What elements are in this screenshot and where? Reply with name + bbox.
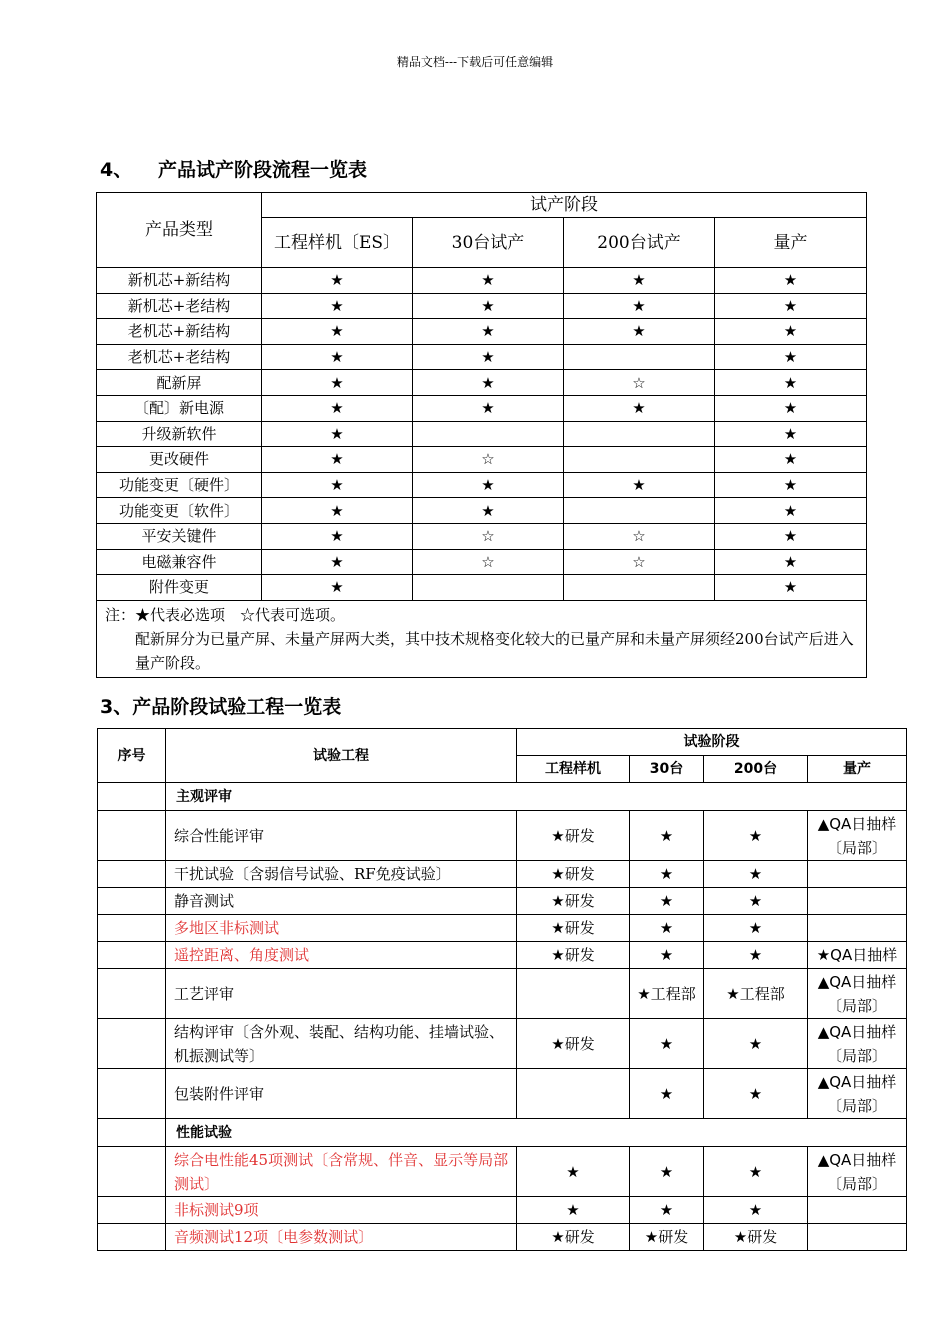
col-group-test-stage: 试验阶段 [517, 729, 907, 756]
no-cell [98, 783, 166, 811]
stage-cell: ★ [630, 915, 704, 942]
stage-cell: ★ [564, 395, 715, 421]
stage-cell: ★ [704, 1069, 808, 1119]
table-row [98, 861, 907, 888]
no-cell [98, 1197, 166, 1224]
stage-cell [564, 344, 715, 370]
stage-cell: ★ [704, 1147, 808, 1197]
stage-cell: ★研发 [517, 942, 630, 969]
col-30: 30台 [630, 756, 704, 783]
stage-cell: ★ [630, 888, 704, 915]
stage-cell: ★ [715, 268, 867, 294]
no-cell [98, 811, 166, 861]
stage-cell: ★ [262, 293, 413, 319]
stage-cell: ☆ [413, 447, 564, 473]
no-cell [98, 969, 166, 1019]
stage-cell: ▲QA日抽样〔局部〕 [808, 969, 907, 1019]
stage-cell: ★ [630, 1197, 704, 1224]
stage-cell: ★ [704, 861, 808, 888]
test-item-label: 非标测试9项 [166, 1197, 517, 1224]
stage-cell [517, 969, 630, 1019]
stage-cell: ★ [564, 319, 715, 345]
stage-cell: ☆ [564, 523, 715, 549]
table-row [97, 293, 867, 319]
table-row [97, 472, 867, 498]
test-item-label: 综合电性能45项测试〔含常规、伴音、显示等局部测试〕 [166, 1147, 517, 1197]
stage-cell: ★ [262, 498, 413, 524]
stage-cell: ★ [517, 1197, 630, 1224]
stage-cell: ★ [715, 344, 867, 370]
stage-cell: ★ [517, 1147, 630, 1197]
no-cell [98, 1224, 166, 1251]
stage-cell [517, 1069, 630, 1119]
test-item-label: 静音测试 [166, 888, 517, 915]
stage-cell: ★ [564, 293, 715, 319]
row-label: 老机芯+新结构 [97, 319, 262, 345]
row-label: 老机芯+老结构 [97, 344, 262, 370]
stage-cell: ★ [262, 395, 413, 421]
table-row [97, 549, 867, 575]
section-number: 4、 [100, 159, 133, 181]
table-row [97, 575, 867, 601]
stage-cell [808, 915, 907, 942]
stage-cell: ★ [413, 293, 564, 319]
stage-cell: ☆ [413, 549, 564, 575]
section-4-heading [100, 155, 367, 182]
page-header: 精品文档---下载后可任意编辑 [396, 55, 554, 69]
table-row [97, 447, 867, 473]
table-row [97, 523, 867, 549]
table-row [97, 421, 867, 447]
stage-cell: ★研发 [517, 915, 630, 942]
table-row [98, 1019, 907, 1069]
stage-cell: ★研发 [630, 1224, 704, 1251]
stage-cell: ★ [630, 861, 704, 888]
no-cell [98, 888, 166, 915]
table-row [97, 268, 867, 294]
test-item-label: 结构评审〔含外观、装配、结构功能、挂墙试验、机振测试等〕 [166, 1019, 517, 1069]
col-mass: 量产 [715, 218, 867, 268]
stage-cell: ★研发 [517, 1224, 630, 1251]
stage-cell: ★ [262, 549, 413, 575]
stage-cell: ▲QA日抽样〔局部〕 [808, 1019, 907, 1069]
no-cell [98, 1019, 166, 1069]
stage-cell: ★ [413, 395, 564, 421]
stage-cell [808, 861, 907, 888]
stage-cell: ★工程部 [704, 969, 808, 1019]
stage-cell: ★工程部 [630, 969, 704, 1019]
col-item: 试验工程 [166, 729, 517, 783]
stage-cell: ★研发 [517, 888, 630, 915]
stage-cell [413, 421, 564, 447]
stage-cell [808, 1197, 907, 1224]
section-title: 产品试产阶段流程一览表 [158, 159, 368, 181]
stage-cell: ☆ [564, 370, 715, 396]
stage-cell: ★ [704, 888, 808, 915]
stage-cell: ▲QA日抽样〔局部〕 [808, 811, 907, 861]
no-cell [98, 1147, 166, 1197]
stage-cell: ★ [630, 1069, 704, 1119]
stage-cell: ★ [715, 395, 867, 421]
stage-cell [564, 421, 715, 447]
stage-cell: ★ [715, 447, 867, 473]
stage-cell: ☆ [413, 523, 564, 549]
table-row [97, 370, 867, 396]
col-es: 工程样机〔ES〕 [262, 218, 413, 268]
stage-cell: ★ [704, 942, 808, 969]
stage-cell: ★ [715, 293, 867, 319]
stage-cell: ★ [413, 268, 564, 294]
stage-cell: ★ [715, 575, 867, 601]
stage-cell: ★ [704, 811, 808, 861]
stage-cell: ★ [262, 370, 413, 396]
row-label: 功能变更〔软件〕 [97, 498, 262, 524]
trial-production-table [96, 192, 867, 678]
stage-cell: ★ [704, 915, 808, 942]
stage-cell: ★ [262, 319, 413, 345]
row-label: 更改硬件 [97, 447, 262, 473]
section-row-label: 性能试验 [166, 1119, 907, 1147]
row-label: 功能变更〔硬件〕 [97, 472, 262, 498]
table-row [98, 1069, 907, 1119]
col-mass: 量产 [808, 756, 907, 783]
stage-cell: ★ [413, 344, 564, 370]
table-row [98, 969, 907, 1019]
table-row [98, 1147, 907, 1197]
stage-cell: ★ [630, 1147, 704, 1197]
table-row [98, 888, 907, 915]
stage-cell: ★ [715, 421, 867, 447]
stage-cell: ★ [262, 523, 413, 549]
note-legend: 注：★代表必选项 ☆代表可选项。 [105, 605, 346, 624]
no-cell [98, 915, 166, 942]
stage-cell: ★ [715, 523, 867, 549]
note-screen: 配新屏分为已量产屏、未量产屏两大类，其中技术规格变化较大的已量产屏和未量产屏须经200台试产后进入量产阶段。 [135, 629, 854, 672]
stage-cell: ★ [630, 942, 704, 969]
stage-cell: ▲QA日抽样〔局部〕 [808, 1069, 907, 1119]
stage-cell: ★ [704, 1019, 808, 1069]
test-items-table [97, 728, 907, 1251]
section-3-heading: 3、产品阶段试验工程一览表 [100, 696, 342, 718]
no-cell [98, 1119, 166, 1147]
row-label: 新机芯+老结构 [97, 293, 262, 319]
row-label: 附件变更 [97, 575, 262, 601]
table-row [97, 498, 867, 524]
stage-cell: ★ [715, 498, 867, 524]
stage-cell: ★ [630, 1019, 704, 1069]
table-row [97, 395, 867, 421]
test-item-label: 音频测试12项〔电参数测试〕 [166, 1224, 517, 1251]
stage-cell: ★ [413, 472, 564, 498]
stage-cell: ★研发 [517, 861, 630, 888]
stage-cell: ★研发 [517, 1019, 630, 1069]
stage-cell: ★ [564, 472, 715, 498]
stage-cell: ★ [262, 268, 413, 294]
stage-cell: ★ [413, 319, 564, 345]
col-no: 序号 [98, 729, 166, 783]
stage-cell: ★ [262, 447, 413, 473]
test-item-label: 综合性能评审 [166, 811, 517, 861]
table-row [97, 319, 867, 345]
stage-cell [808, 888, 907, 915]
row-label: 〔配〕新电源 [97, 395, 262, 421]
col-200: 200台试产 [564, 218, 715, 268]
row-label: 升级新软件 [97, 421, 262, 447]
row-label: 新机芯+新结构 [97, 268, 262, 294]
test-item-label: 工艺评审 [166, 969, 517, 1019]
stage-cell: ★ [715, 370, 867, 396]
col-product-type: 产品类型 [97, 193, 262, 268]
stage-cell: ★ [630, 811, 704, 861]
stage-cell [564, 447, 715, 473]
stage-cell: ☆ [564, 549, 715, 575]
stage-cell: ★ [413, 370, 564, 396]
stage-cell: ★ [564, 268, 715, 294]
stage-cell: ★ [262, 472, 413, 498]
test-item-label: 干扰试验〔含弱信号试验、RF免疫试验〕 [166, 861, 517, 888]
no-cell [98, 1069, 166, 1119]
col-group-stage: 试产阶段 [262, 193, 867, 218]
stage-cell: ★QA日抽样 [808, 942, 907, 969]
test-item-label: 包装附件评审 [166, 1069, 517, 1119]
row-label: 配新屏 [97, 370, 262, 396]
table-row [98, 915, 907, 942]
col-prototype: 工程样机 [517, 756, 630, 783]
stage-cell [413, 575, 564, 601]
stage-cell: ★ [262, 575, 413, 601]
col-200: 200台 [704, 756, 808, 783]
stage-cell: ★ [715, 549, 867, 575]
stage-cell [808, 1224, 907, 1251]
table-row [98, 811, 907, 861]
stage-cell: ★ [704, 1197, 808, 1224]
stage-cell: ★ [413, 498, 564, 524]
no-cell [98, 861, 166, 888]
stage-cell: ★ [262, 421, 413, 447]
stage-cell: ★ [262, 344, 413, 370]
stage-cell: ★研发 [704, 1224, 808, 1251]
stage-cell: ▲QA日抽样〔局部〕 [808, 1147, 907, 1197]
test-item-label: 多地区非标测试 [166, 915, 517, 942]
stage-cell: ★ [715, 472, 867, 498]
table-row [97, 344, 867, 370]
test-item-label: 遥控距离、角度测试 [166, 942, 517, 969]
row-label: 平安关键件 [97, 523, 262, 549]
table-note [97, 600, 867, 677]
stage-cell [564, 575, 715, 601]
stage-cell [564, 498, 715, 524]
no-cell [98, 942, 166, 969]
col-30: 30台试产 [413, 218, 564, 268]
table-row [98, 1224, 907, 1251]
section-row-label: 主观评审 [166, 783, 907, 811]
row-label: 电磁兼容件 [97, 549, 262, 575]
stage-cell: ★研发 [517, 811, 630, 861]
table-row [98, 942, 907, 969]
stage-cell: ★ [715, 319, 867, 345]
table-row [98, 1197, 907, 1224]
